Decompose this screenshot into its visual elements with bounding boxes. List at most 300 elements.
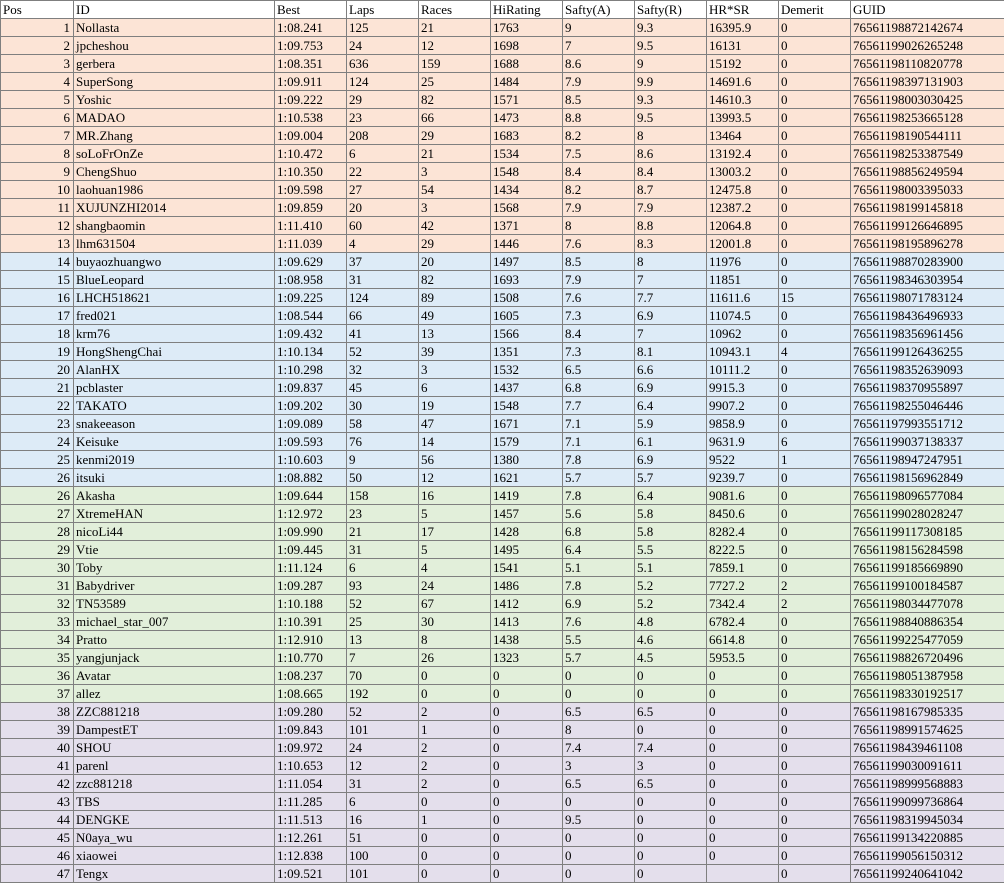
cell-id: Vtie (74, 541, 275, 559)
cell-best: 1:10.188 (275, 595, 347, 613)
cell-pos: 34 (1, 631, 74, 649)
cell-races: 8 (419, 631, 491, 649)
cell-laps: 23 (347, 109, 419, 127)
cell-best: 1:09.843 (275, 721, 347, 739)
cell-pos: 7 (1, 127, 74, 145)
cell-pos: 22 (1, 397, 74, 415)
header-pos: Pos (1, 1, 74, 19)
cell-safty-r: 9.5 (635, 109, 707, 127)
cell-safty-a: 0 (563, 865, 635, 883)
cell-guid: 76561198199145818 (851, 199, 1004, 217)
cell-hirating: 1693 (491, 271, 563, 289)
cell-hr-sr: 14610.3 (707, 91, 779, 109)
cell-hirating: 0 (491, 847, 563, 865)
cell-id: laohuan1986 (74, 181, 275, 199)
cell-pos: 5 (1, 91, 74, 109)
cell-races: 56 (419, 451, 491, 469)
table-row (1, 703, 1004, 721)
cell-id: gerbera (74, 55, 275, 73)
cell-hirating: 1548 (491, 163, 563, 181)
cell-laps: 31 (347, 541, 419, 559)
cell-hirating: 1671 (491, 415, 563, 433)
cell-pos: 28 (1, 523, 74, 541)
cell-demerit: 0 (779, 487, 851, 505)
cell-id: SHOU (74, 739, 275, 757)
cell-races: 19 (419, 397, 491, 415)
cell-laps: 60 (347, 217, 419, 235)
cell-safty-r: 9.5 (635, 37, 707, 55)
cell-safty-a: 8.5 (563, 253, 635, 271)
cell-laps: 124 (347, 289, 419, 307)
cell-hirating: 1495 (491, 541, 563, 559)
cell-hirating: 1683 (491, 127, 563, 145)
cell-hirating: 1532 (491, 361, 563, 379)
cell-demerit: 4 (779, 343, 851, 361)
cell-best: 1:09.287 (275, 577, 347, 595)
cell-id: Keisuke (74, 433, 275, 451)
cell-safty-a: 7.3 (563, 307, 635, 325)
cell-id: DampestET (74, 721, 275, 739)
cell-safty-r: 7.4 (635, 739, 707, 757)
cell-hr-sr (707, 865, 779, 883)
cell-laps: 31 (347, 775, 419, 793)
cell-laps: 23 (347, 505, 419, 523)
cell-best: 1:09.753 (275, 37, 347, 55)
cell-id: krm76 (74, 325, 275, 343)
cell-races: 2 (419, 757, 491, 775)
cell-id: shangbaomin (74, 217, 275, 235)
cell-guid: 76561198870283900 (851, 253, 1004, 271)
cell-hr-sr: 13993.5 (707, 109, 779, 127)
cell-guid: 76561199030091611 (851, 757, 1004, 775)
cell-guid: 76561198003030425 (851, 91, 1004, 109)
cell-safty-a: 0 (563, 685, 635, 703)
cell-races: 47 (419, 415, 491, 433)
cell-id: Akasha (74, 487, 275, 505)
cell-pos: 41 (1, 757, 74, 775)
cell-guid: 76561198999568883 (851, 775, 1004, 793)
cell-hr-sr: 11611.6 (707, 289, 779, 307)
cell-hirating: 1446 (491, 235, 563, 253)
cell-id: DENGKE (74, 811, 275, 829)
cell-guid: 76561199134220885 (851, 829, 1004, 847)
cell-pos: 1 (1, 19, 74, 37)
cell-pos: 10 (1, 181, 74, 199)
cell-safty-r: 6.5 (635, 703, 707, 721)
cell-safty-a: 6.5 (563, 775, 635, 793)
cell-hr-sr: 12475.8 (707, 181, 779, 199)
cell-hirating: 0 (491, 775, 563, 793)
cell-races: 0 (419, 667, 491, 685)
cell-pos: 3 (1, 55, 74, 73)
cell-races: 17 (419, 523, 491, 541)
cell-hr-sr: 12064.8 (707, 217, 779, 235)
cell-hirating: 0 (491, 865, 563, 883)
cell-guid: 76561198397131903 (851, 73, 1004, 91)
cell-hr-sr: 11851 (707, 271, 779, 289)
cell-id: TBS (74, 793, 275, 811)
cell-pos: 45 (1, 829, 74, 847)
cell-guid: 76561199240641042 (851, 865, 1004, 883)
cell-guid: 76561198947247951 (851, 451, 1004, 469)
cell-best: 1:11.124 (275, 559, 347, 577)
cell-id: Pratto (74, 631, 275, 649)
cell-laps: 101 (347, 865, 419, 883)
table-row (1, 505, 1004, 523)
cell-guid: 76561199056150312 (851, 847, 1004, 865)
cell-laps: 22 (347, 163, 419, 181)
cell-demerit: 0 (779, 541, 851, 559)
cell-id: LHCH518621 (74, 289, 275, 307)
cell-demerit: 0 (779, 271, 851, 289)
cell-guid: 76561199037138337 (851, 433, 1004, 451)
cell-safty-r: 6.6 (635, 361, 707, 379)
cell-best: 1:10.134 (275, 343, 347, 361)
cell-guid: 76561198255046446 (851, 397, 1004, 415)
cell-demerit: 0 (779, 865, 851, 883)
cell-safty-r: 5.7 (635, 469, 707, 487)
cell-races: 29 (419, 127, 491, 145)
cell-hr-sr: 14691.6 (707, 73, 779, 91)
cell-id: TN53589 (74, 595, 275, 613)
cell-hirating: 1568 (491, 199, 563, 217)
cell-races: 20 (419, 253, 491, 271)
header-row (1, 1, 1004, 19)
cell-guid: 76561198253387549 (851, 145, 1004, 163)
cell-laps: 45 (347, 379, 419, 397)
table-row (1, 631, 1004, 649)
cell-demerit: 0 (779, 73, 851, 91)
cell-hirating: 1371 (491, 217, 563, 235)
cell-hr-sr: 7727.2 (707, 577, 779, 595)
cell-id: MR.Zhang (74, 127, 275, 145)
cell-safty-a: 7.9 (563, 199, 635, 217)
cell-hr-sr: 0 (707, 739, 779, 757)
cell-laps: 100 (347, 847, 419, 865)
cell-best: 1:09.972 (275, 739, 347, 757)
cell-hirating: 0 (491, 757, 563, 775)
cell-guid: 76561199126436255 (851, 343, 1004, 361)
cell-pos: 31 (1, 577, 74, 595)
cell-best: 1:09.990 (275, 523, 347, 541)
cell-hr-sr: 0 (707, 811, 779, 829)
cell-demerit: 0 (779, 703, 851, 721)
table-row (1, 469, 1004, 487)
table-body (1, 19, 1004, 883)
cell-races: 21 (419, 19, 491, 37)
cell-demerit: 0 (779, 37, 851, 55)
cell-laps: 158 (347, 487, 419, 505)
cell-races: 24 (419, 577, 491, 595)
cell-safty-r: 3 (635, 757, 707, 775)
cell-pos: 27 (1, 505, 74, 523)
cell-pos: 9 (1, 163, 74, 181)
cell-safty-r: 7 (635, 325, 707, 343)
cell-id: fred021 (74, 307, 275, 325)
table-row (1, 289, 1004, 307)
cell-demerit: 0 (779, 667, 851, 685)
cell-laps: 9 (347, 451, 419, 469)
header-best: Best (275, 1, 347, 19)
cell-hr-sr: 11976 (707, 253, 779, 271)
cell-best: 1:09.445 (275, 541, 347, 559)
cell-safty-a: 7.8 (563, 487, 635, 505)
cell-laps: 12 (347, 757, 419, 775)
cell-pos: 42 (1, 775, 74, 793)
cell-id: XUJUNZHI2014 (74, 199, 275, 217)
cell-hr-sr: 12001.8 (707, 235, 779, 253)
cell-hirating: 0 (491, 685, 563, 703)
cell-id: pcblaster (74, 379, 275, 397)
cell-hr-sr: 8282.4 (707, 523, 779, 541)
cell-safty-r: 6.9 (635, 451, 707, 469)
cell-hirating: 1473 (491, 109, 563, 127)
cell-id: N0aya_wu (74, 829, 275, 847)
cell-races: 25 (419, 73, 491, 91)
cell-pos: 2 (1, 37, 74, 55)
cell-safty-r: 8 (635, 253, 707, 271)
cell-safty-a: 7.8 (563, 451, 635, 469)
cell-demerit: 0 (779, 775, 851, 793)
cell-laps: 29 (347, 91, 419, 109)
cell-hirating: 1534 (491, 145, 563, 163)
cell-safty-a: 5.1 (563, 559, 635, 577)
cell-safty-r: 9.3 (635, 19, 707, 37)
cell-guid: 76561199028028247 (851, 505, 1004, 523)
cell-demerit: 0 (779, 127, 851, 145)
cell-hirating: 1434 (491, 181, 563, 199)
cell-hr-sr: 6782.4 (707, 613, 779, 631)
cell-demerit: 0 (779, 199, 851, 217)
cell-hirating: 1351 (491, 343, 563, 361)
cell-races: 12 (419, 469, 491, 487)
cell-demerit: 0 (779, 109, 851, 127)
cell-pos: 13 (1, 235, 74, 253)
table-row (1, 523, 1004, 541)
cell-hirating: 1438 (491, 631, 563, 649)
cell-best: 1:09.644 (275, 487, 347, 505)
cell-safty-r: 6.1 (635, 433, 707, 451)
cell-safty-r: 9 (635, 55, 707, 73)
cell-safty-r: 5.2 (635, 595, 707, 613)
table-row (1, 271, 1004, 289)
cell-hr-sr: 8450.6 (707, 505, 779, 523)
cell-safty-a: 7.6 (563, 613, 635, 631)
cell-guid: 76561198156962849 (851, 469, 1004, 487)
cell-hr-sr: 9907.2 (707, 397, 779, 415)
cell-pos: 23 (1, 415, 74, 433)
cell-races: 2 (419, 739, 491, 757)
cell-safty-a: 6.8 (563, 379, 635, 397)
cell-hr-sr: 0 (707, 793, 779, 811)
cell-safty-r: 0 (635, 685, 707, 703)
cell-hirating: 1508 (491, 289, 563, 307)
cell-pos: 38 (1, 703, 74, 721)
cell-guid: 76561198826720496 (851, 649, 1004, 667)
cell-guid: 76561198439461108 (851, 739, 1004, 757)
cell-races: 82 (419, 91, 491, 109)
cell-id: TAKATO (74, 397, 275, 415)
cell-safty-r: 4.5 (635, 649, 707, 667)
cell-best: 1:11.410 (275, 217, 347, 235)
cell-hr-sr: 9915.3 (707, 379, 779, 397)
cell-races: 6 (419, 379, 491, 397)
cell-safty-a: 0 (563, 667, 635, 685)
cell-races: 12 (419, 37, 491, 55)
cell-safty-a: 6.8 (563, 523, 635, 541)
cell-pos: 39 (1, 721, 74, 739)
cell-guid: 76561198356961456 (851, 325, 1004, 343)
cell-hr-sr: 10111.2 (707, 361, 779, 379)
header-hirating: HiRating (491, 1, 563, 19)
cell-demerit: 0 (779, 307, 851, 325)
cell-pos: 36 (1, 667, 74, 685)
cell-hr-sr: 10943.1 (707, 343, 779, 361)
cell-hr-sr: 9239.7 (707, 469, 779, 487)
cell-races: 66 (419, 109, 491, 127)
cell-hr-sr: 13464 (707, 127, 779, 145)
cell-demerit: 0 (779, 235, 851, 253)
cell-pos: 25 (1, 451, 74, 469)
cell-best: 1:10.298 (275, 361, 347, 379)
cell-laps: 21 (347, 523, 419, 541)
cell-hr-sr: 16131 (707, 37, 779, 55)
cell-pos: 29 (1, 541, 74, 559)
cell-demerit: 0 (779, 793, 851, 811)
cell-guid: 76561198352639093 (851, 361, 1004, 379)
cell-pos: 12 (1, 217, 74, 235)
cell-hr-sr: 0 (707, 703, 779, 721)
cell-hr-sr: 0 (707, 757, 779, 775)
cell-pos: 14 (1, 253, 74, 271)
cell-hr-sr: 11074.5 (707, 307, 779, 325)
table-row (1, 685, 1004, 703)
cell-hr-sr: 13003.2 (707, 163, 779, 181)
cell-guid: 76561198071783124 (851, 289, 1004, 307)
table-row (1, 145, 1004, 163)
cell-best: 1:09.629 (275, 253, 347, 271)
cell-safty-r: 8.6 (635, 145, 707, 163)
cell-hirating: 1380 (491, 451, 563, 469)
cell-best: 1:08.241 (275, 19, 347, 37)
cell-guid: 76561198156284598 (851, 541, 1004, 559)
cell-guid: 76561198436496933 (851, 307, 1004, 325)
cell-laps: 636 (347, 55, 419, 73)
cell-best: 1:09.837 (275, 379, 347, 397)
cell-best: 1:09.911 (275, 73, 347, 91)
cell-best: 1:12.261 (275, 829, 347, 847)
cell-pos: 30 (1, 559, 74, 577)
table-row (1, 37, 1004, 55)
cell-best: 1:09.280 (275, 703, 347, 721)
cell-hirating: 0 (491, 721, 563, 739)
cell-id: MADAO (74, 109, 275, 127)
table-row (1, 253, 1004, 271)
cell-hirating: 1548 (491, 397, 563, 415)
table-row (1, 307, 1004, 325)
cell-pos: 32 (1, 595, 74, 613)
cell-races: 3 (419, 163, 491, 181)
table-row (1, 433, 1004, 451)
cell-laps: 101 (347, 721, 419, 739)
cell-races: 14 (419, 433, 491, 451)
table-row (1, 343, 1004, 361)
cell-best: 1:09.598 (275, 181, 347, 199)
cell-best: 1:10.603 (275, 451, 347, 469)
cell-id: ZZC881218 (74, 703, 275, 721)
cell-demerit: 0 (779, 253, 851, 271)
cell-demerit: 0 (779, 523, 851, 541)
cell-guid: 76561198330192517 (851, 685, 1004, 703)
table-row (1, 235, 1004, 253)
cell-pos: 21 (1, 379, 74, 397)
cell-hirating: 1457 (491, 505, 563, 523)
table-row (1, 757, 1004, 775)
cell-laps: 20 (347, 199, 419, 217)
cell-laps: 6 (347, 793, 419, 811)
cell-races: 5 (419, 505, 491, 523)
cell-laps: 58 (347, 415, 419, 433)
cell-guid: 76561198346303954 (851, 271, 1004, 289)
cell-hirating: 1566 (491, 325, 563, 343)
cell-hirating: 1412 (491, 595, 563, 613)
cell-guid: 76561198190544111 (851, 127, 1004, 145)
cell-safty-a: 7.4 (563, 739, 635, 757)
cell-demerit: 0 (779, 505, 851, 523)
cell-pos: 35 (1, 649, 74, 667)
cell-id: Yoshic (74, 91, 275, 109)
cell-laps: 24 (347, 739, 419, 757)
cell-best: 1:12.838 (275, 847, 347, 865)
cell-hirating: 1497 (491, 253, 563, 271)
cell-id: michael_star_007 (74, 613, 275, 631)
cell-safty-r: 6.4 (635, 397, 707, 415)
cell-races: 0 (419, 865, 491, 883)
cell-hr-sr: 0 (707, 775, 779, 793)
cell-id: SuperSong (74, 73, 275, 91)
cell-id: yangjunjack (74, 649, 275, 667)
cell-hirating: 0 (491, 793, 563, 811)
header-safty-r: Safty(R) (635, 1, 707, 19)
table-row (1, 541, 1004, 559)
cell-id: XtremeHAN (74, 505, 275, 523)
cell-safty-a: 0 (563, 829, 635, 847)
cell-id: BlueLeopard (74, 271, 275, 289)
cell-hirating: 1413 (491, 613, 563, 631)
cell-safty-a: 8.2 (563, 181, 635, 199)
table-row (1, 451, 1004, 469)
cell-demerit: 2 (779, 595, 851, 613)
cell-best: 1:11.054 (275, 775, 347, 793)
cell-safty-r: 6.4 (635, 487, 707, 505)
cell-pos: 44 (1, 811, 74, 829)
cell-guid: 76561198253665128 (851, 109, 1004, 127)
table-row (1, 559, 1004, 577)
header-hr-sr: HR*SR (707, 1, 779, 19)
cell-races: 0 (419, 793, 491, 811)
cell-races: 82 (419, 271, 491, 289)
cell-safty-r: 7.9 (635, 199, 707, 217)
cell-best: 1:09.004 (275, 127, 347, 145)
cell-hirating: 1571 (491, 91, 563, 109)
cell-hirating: 1698 (491, 37, 563, 55)
cell-safty-a: 8.4 (563, 163, 635, 181)
cell-id: AlanHX (74, 361, 275, 379)
header-laps: Laps (347, 1, 419, 19)
cell-hr-sr: 9631.9 (707, 433, 779, 451)
cell-laps: 32 (347, 361, 419, 379)
cell-laps: 24 (347, 37, 419, 55)
